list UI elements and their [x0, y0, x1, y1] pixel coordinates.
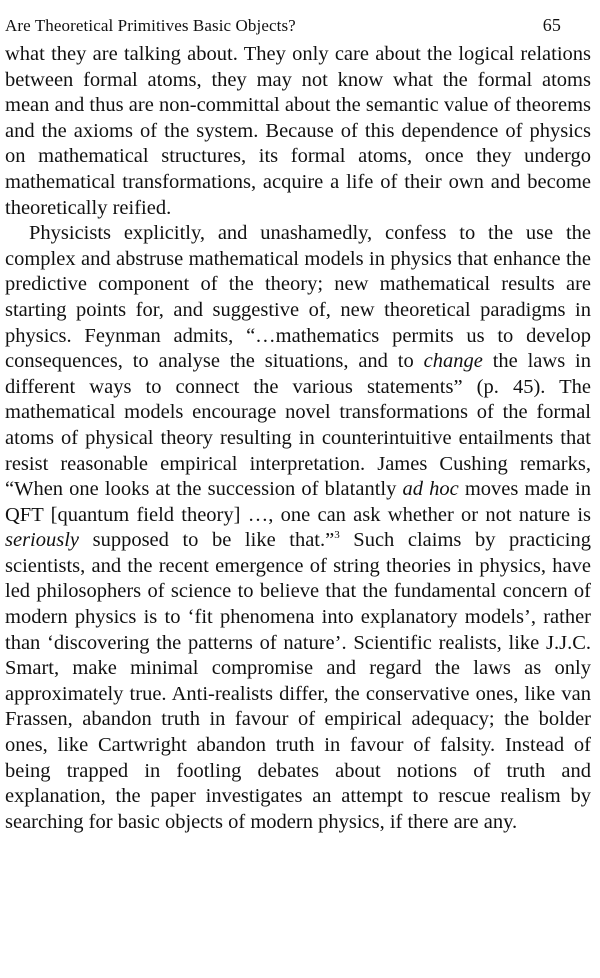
emphasis-ad-hoc: ad hoc — [402, 478, 459, 501]
page-number: 65 — [542, 15, 561, 35]
paragraph-1-text: what they are talking about. They only care about the logical relations between formal atoms, they may not know what the formal atoms mean and thus are non-committal about the semantic value of theorems and the axioms of the system. Because of this dependence of physics on mathematical structures, its formal atoms, once they undergo mathematical transformations, acquire a life of their own and become theoretically reified. — [5, 43, 591, 219]
emphasis-seriously: seriously — [5, 529, 80, 552]
running-title: Are Theoretical Primitives Basic Objects? — [5, 16, 296, 35]
body-text — [5, 42, 591, 835]
running-header — [5, 0, 591, 36]
paragraph-2-text-e: Such claims by practicing scientists, and the recent emergence of string theories in physics, have led philosophers of science to believe that the fundamental concern of modern physics is to ‘fit phenomena into explanatory models’, rather than ‘discovering the patterns of nature’. Scientific realists, like J.J.C. Smart, make minimal compromise and regard the laws as only approximately true. Anti-realists differ, the conservative ones, like van Frassen, abandon truth in favour of empirical adequacy; the bolder ones, like Cartwright abandon truth in favour of falsity. Instead of being trapped in footling debates about notions of truth and explanation, the paper investigates an attempt to rescue realism by searching for basic objects of modern physics, if there are any. — [5, 529, 591, 833]
emphasis-change: change — [423, 350, 483, 373]
footnote-marker[interactable]: 3 — [334, 529, 340, 542]
paragraph-1 — [5, 42, 591, 221]
paragraph-2-text-c: moves made in QFT [quantum field theory] …, one can ask whether or not nature is — [5, 478, 591, 526]
paragraph-2 — [5, 221, 591, 835]
paragraph-2-text-b: the laws in different ways to connect the various statements” (p. 45). The mathematical models encourage novel transformations of the formal atoms of physical theory resulting in counterintuitive entailments that resist reasonable empirical interpretation. James Cushing remarks, “When one looks at the succession of blatantly — [5, 350, 591, 501]
paragraph-2-text-a: Physicists explicitly, and unashamedly, confess to the use the complex and abstruse mathematical models in physics that enhance the predictive component of the theory; new mathematical results are starting points for, and suggestive of, new theoretical paradigms in physics. Feynman admits, “…mathematics permits us to develop consequences, to analyse the situations, and to — [5, 222, 591, 373]
paragraph-2-text-d: supposed to be like that.” — [79, 529, 335, 552]
